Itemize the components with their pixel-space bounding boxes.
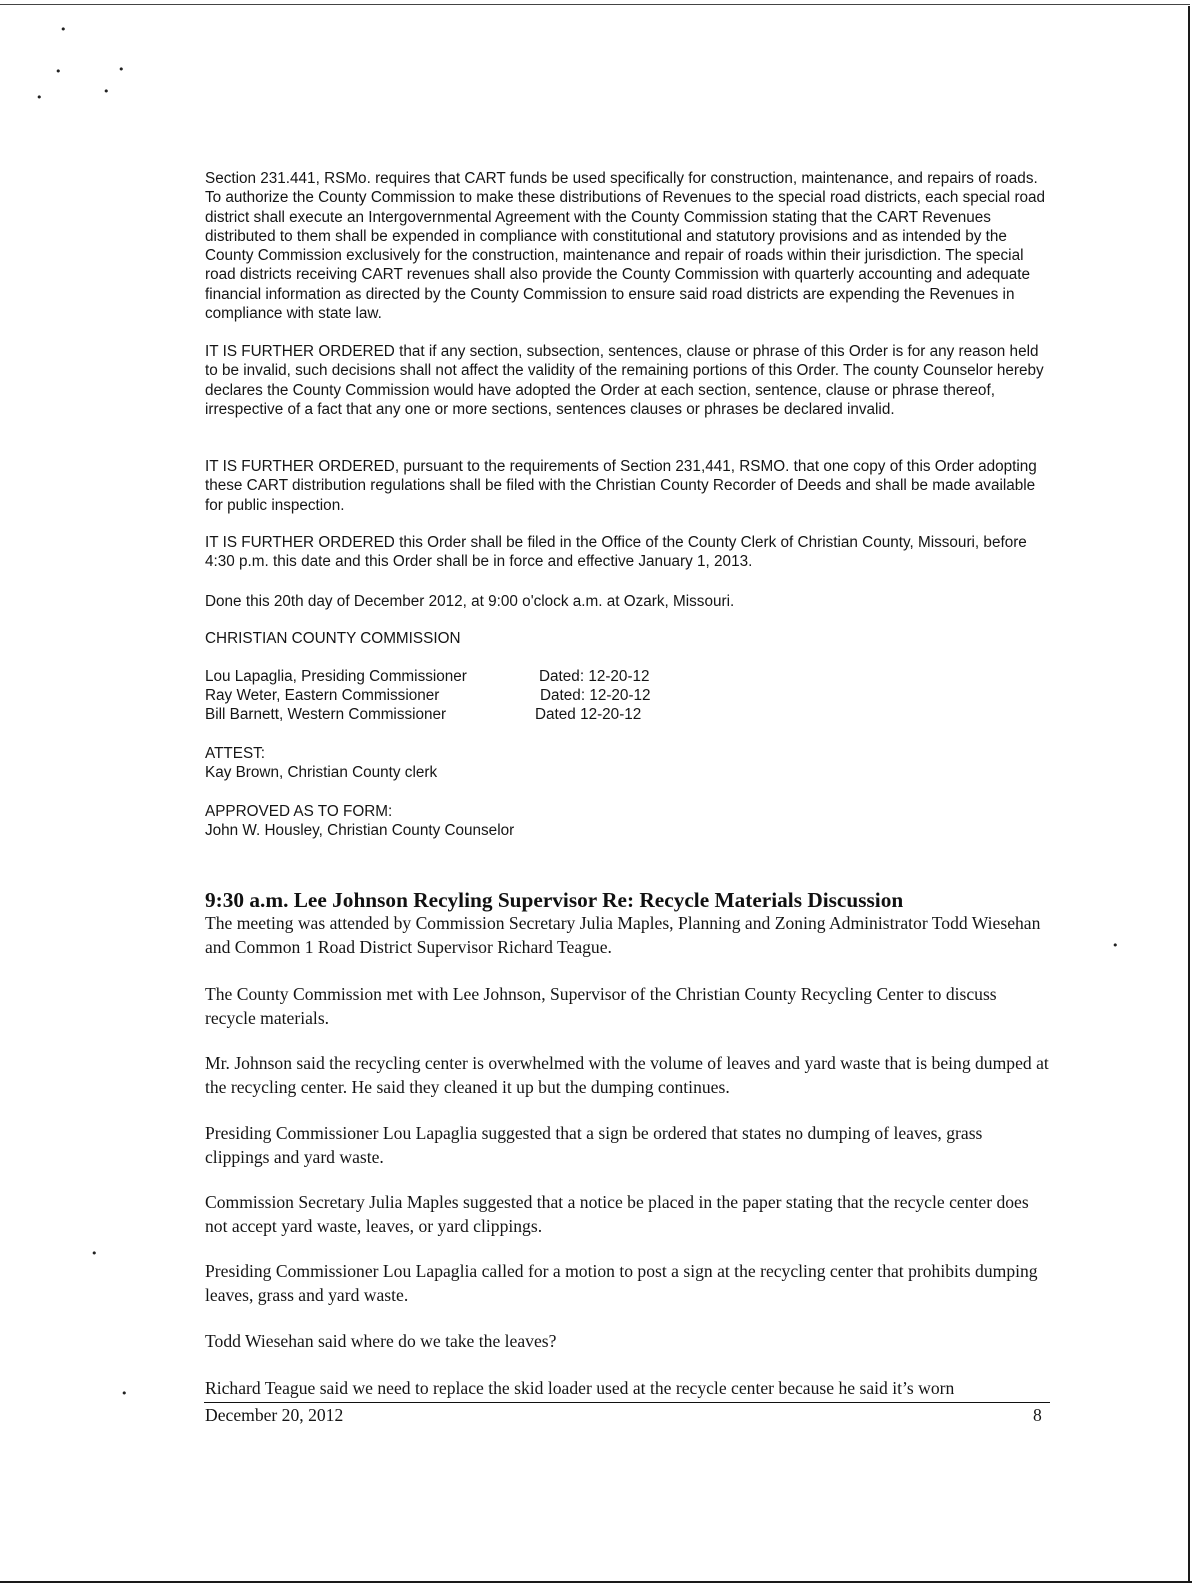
- signature-date: Dated: 12-20-12: [539, 668, 650, 685]
- attest-name: Kay Brown, Christian County clerk: [205, 764, 438, 782]
- meeting-paragraph: Presiding Commissioner Lou Lapaglia called for a motion to post a sign at the recycling center that prohibits dumping leaves, grass and yard waste.: [205, 1261, 1038, 1305]
- scan-speck: •: [36, 91, 43, 104]
- scan-speck: •: [121, 1387, 128, 1400]
- footer-date: December 20, 2012: [205, 1405, 344, 1425]
- scan-speck: •: [103, 85, 110, 98]
- scan-speck: •: [91, 1247, 98, 1260]
- signature-date: Dated: 12-20-12: [540, 687, 651, 704]
- meeting-heading: 9:30 a.m. Lee Johnson Recyling Supervisor Re: Recycle Materials Discussion: [205, 888, 904, 912]
- signature-date: Dated 12-20-12: [535, 706, 642, 723]
- attest-label: ATTEST:: [205, 745, 266, 762]
- meeting-paragraph: The County Commission met with Lee Johnson, Supervisor of the Christian County Recycling Center to discuss recycle materials.: [205, 984, 997, 1028]
- signature-row: [205, 686, 705, 705]
- attest-block: [205, 744, 1050, 783]
- meeting-paragraph: Todd Wiesehan said where do we take the leaves?: [205, 1331, 557, 1351]
- signature-row: [205, 705, 705, 724]
- page-number: 8: [1033, 1405, 1042, 1425]
- further-ordered-filing-paragraph: IT IS FURTHER ORDERED this Order shall be filed in the Office of the County Clerk of Christian County, Missouri, before 4:30 p.m. this date and this Order shall be in force and effective January 1, 2013.: [205, 534, 1027, 571]
- done-this-paragraph: Done this 20th day of December 2012, at 9:00 o'clock a.m. at Ozark, Missouri.: [205, 593, 735, 610]
- scan-speck: •: [118, 63, 125, 76]
- commission-title: CHRISTIAN COUNTY COMMISSION: [205, 630, 461, 647]
- approved-label: APPROVED AS TO FORM:: [205, 803, 393, 820]
- approved-block: [205, 802, 1050, 841]
- scan-speck: •: [60, 23, 67, 36]
- section-231-paragraph: Section 231.441, RSMo. requires that CART funds be used specifically for construction, maintenance, and repairs of roads. To authorize the County Commission to make these distributions of Revenues to the special road districts, each special road district shall execute an Intergovernmental Agreement with the County Commission stating that the CART Revenues distributed to them shall be expended in compliance with constitutional and statutory provisions and as intended by the County Commission exclusively for the construction, maintenance and repair of roads within their jurisdiction. The special road districts receiving CART revenues shall also provide the County Commission with quarterly accounting and adequate financial information as directed by the County Commission to ensure said road districts are expending the Revenues in compliance with state law.: [205, 170, 1046, 323]
- footer-rule: [204, 1402, 1050, 1403]
- signature-name: Lou Lapaglia, Presiding Commissioner: [205, 668, 467, 685]
- meeting-paragraph: Mr. Johnson said the recycling center is overwhelmed with the volume of leaves and yard waste that is being dumped at the recycling center. He said they cleaned it up but the dumping continues.: [205, 1053, 1049, 1097]
- meeting-paragraph: Commission Secretary Julia Maples suggested that a notice be placed in the paper stating that the recycle center does not accept yard waste, leaves, or yard clippings.: [205, 1192, 1029, 1236]
- page-bottom-edge: [0, 1581, 1192, 1583]
- signature-name: Bill Barnett, Western Commissioner: [205, 706, 447, 723]
- further-ordered-severability-paragraph: IT IS FURTHER ORDERED that if any section, subsection, sentences, clause or phrase of this Order is for any reason held to be invalid, such decisions shall not affect the validity of the remaining portions of this Order. The county Counselor hereby declares the County Commission would have adopted the Order at each section, sentence, clause or phrase thereof, irrespective of a fact that any one or more sections, sentences clauses or phrases be declared invalid.: [205, 343, 1044, 418]
- signature-row: [205, 667, 705, 686]
- meeting-attendance-paragraph: The meeting was attended by Commission Secretary Julia Maples, Planning and Zoning Administrator Todd Wiesehan and Common 1 Road District Supervisor Richard Teague.: [205, 913, 1041, 957]
- page-right-edge: [1188, 6, 1190, 1581]
- signature-name: Ray Weter, Eastern Commissioner: [205, 687, 440, 704]
- scan-speck: •: [55, 65, 62, 78]
- meeting-paragraph: Presiding Commissioner Lou Lapaglia suggested that a sign be ordered that states no dumping of leaves, grass clippings and yard waste.: [205, 1123, 983, 1167]
- meeting-paragraph: Richard Teague said we need to replace the skid loader used at the recycle center because he said it’s worn: [205, 1378, 955, 1398]
- page-top-edge: [0, 4, 1190, 5]
- approved-name: John W. Housley, Christian County Counselor: [205, 822, 515, 840]
- further-ordered-recorder-paragraph: IT IS FURTHER ORDERED, pursuant to the requirements of Section 231,441, RSMO. that one copy of this Order adopting these CART distribution regulations shall be filed with the Christian County Recorder of Deeds and shall be made available for public inspection.: [205, 458, 1037, 514]
- scan-speck: •: [1112, 939, 1119, 952]
